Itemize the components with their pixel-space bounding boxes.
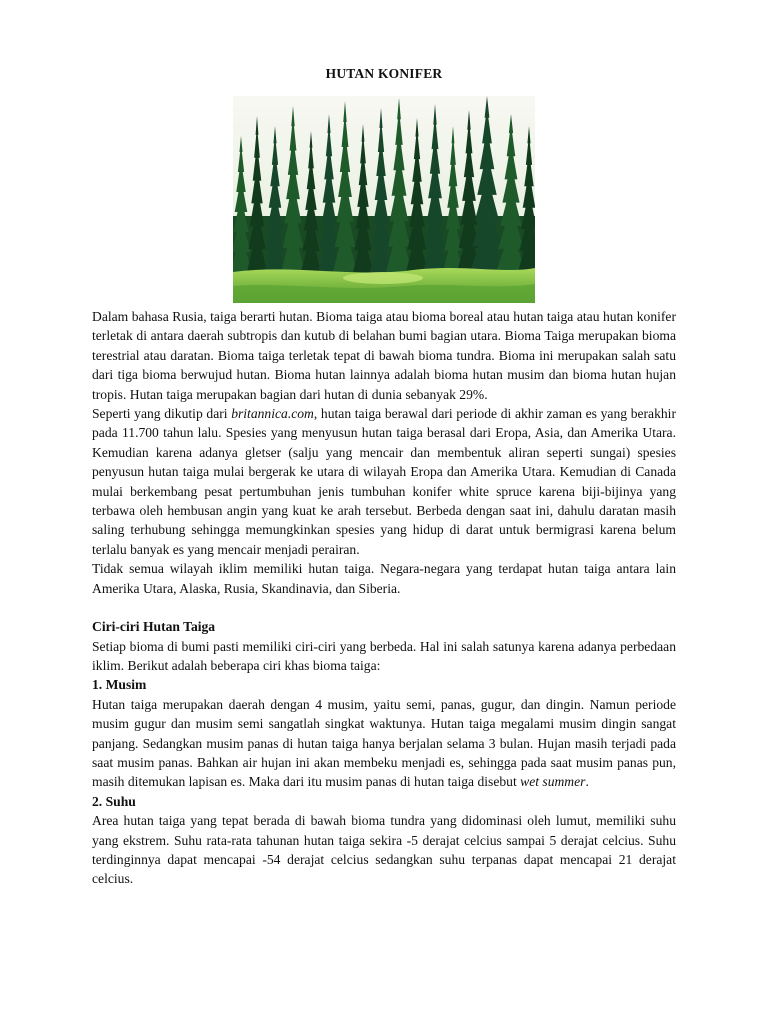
paragraph-suhu: Area hutan taiga yang tepat berada di bawah bioma tundra yang didominasi oleh lumut, memiliki suhu yang ekstrem. Suhu rata-rata tahunan hutan taiga sekira -5 derajat celcius sampai 5 derajat celcius. Suhu terdinginnya dapat mencapai -54 derajat celcius sedangkan suhu terpanas dapat mencapai 21 derajat celcius. bbox=[92, 813, 676, 887]
paragraph-intro-2: Seperti yang dikutip dari britannica.com, hutan taiga berawal dari periode di akhir zaman es yang berakhir pada 11.700 tahun lalu. Spesies yang menyusun hutan taiga berasal dari Eropa, Asia, dan Amerika Utara. Kemudian karena adanya gletser (salju yang mencair dan membentuk aliran seperti sungai) spesies penyusun hutan taiga mulai bergerak ke utara di wilayah Eropa dan Amerika Utara. Kemudian di Canada mulai berkembang pesat pertumbuhan jenis tumbuhan konifer white spruce karena biji-bijinya yang terbawa oleh hembusan angin yang kuat ke arah tersebut. Berbeda dengan saat ini, dahulu daratan masih saling terhubung sehingga memungkinkan spesies yang hidup di darat untuk bermigrasi karena belum terlalu banyak es yang mencair menjadi perairan. bbox=[92, 406, 676, 557]
subheading-musim: 1. Musim bbox=[92, 677, 147, 693]
paragraph-intro-3: Tidak semua wilayah iklim memiliki hutan taiga. Negara-negara yang terdapat hutan taiga antara lain Amerika Utara, Alaska, Rusia, Skandinavia, dan Siberia. bbox=[92, 561, 676, 596]
term-wet-summer: wet summer bbox=[520, 774, 586, 790]
section-heading: Ciri-ciri Hutan Taiga bbox=[92, 619, 216, 635]
source-name: britannica.com bbox=[231, 406, 314, 422]
document-page bbox=[92, 66, 676, 889]
paragraph-intro-1: Dalam bahasa Rusia, taiga berarti hutan. Bioma taiga atau bioma boreal atau hutan taiga atau hutan konifer terletak di antara daerah subtropis dan kutub di belahan bumi bagian utara. Bioma Taiga merupakan bioma terestrial atau daratan. Bioma taiga terletak tepat di bawah bioma tundra. Bioma ini merupakan salah satu dari tiga bioma berwujud hutan. Bioma hutan lainnya adalah bioma hutan musim dan bioma hutan hujan tropis. Hutan taiga merupakan bagian dari hutan di dunia sebanyak 29%. bbox=[92, 309, 676, 402]
section-intro: Setiap bioma di bumi pasti memiliki ciri-ciri yang berbeda. Hal ini salah satunya karena adanya perbedaan iklim. Berikut adalah beberapa ciri khas bioma taiga: bbox=[92, 638, 676, 673]
subheading-suhu: 2. Suhu bbox=[92, 793, 136, 809]
conifer-forest-photo bbox=[233, 96, 535, 303]
paragraph-musim: Hutan taiga merupakan daerah dengan 4 musim, yaitu semi, panas, gugur, dan dingin. Namun periode musim gugur dan musim semi sangatlah singkat waktunya. Hutan taiga megalami musim dingin sangat panjang. Sedangkan musim panas di hutan taiga hanya berjalan selama 3 bulan. Hujan masih terjadi pada saat musim panas. Bahkan air hujan ini akan membeku menjadi es, sehingga pada saat musim panas pun, masih ditemukan lapisan es. Maka dari itu musim panas di hutan taiga disebut wet summer. bbox=[92, 696, 676, 790]
document-title: HUTAN KONIFER bbox=[325, 66, 443, 81]
